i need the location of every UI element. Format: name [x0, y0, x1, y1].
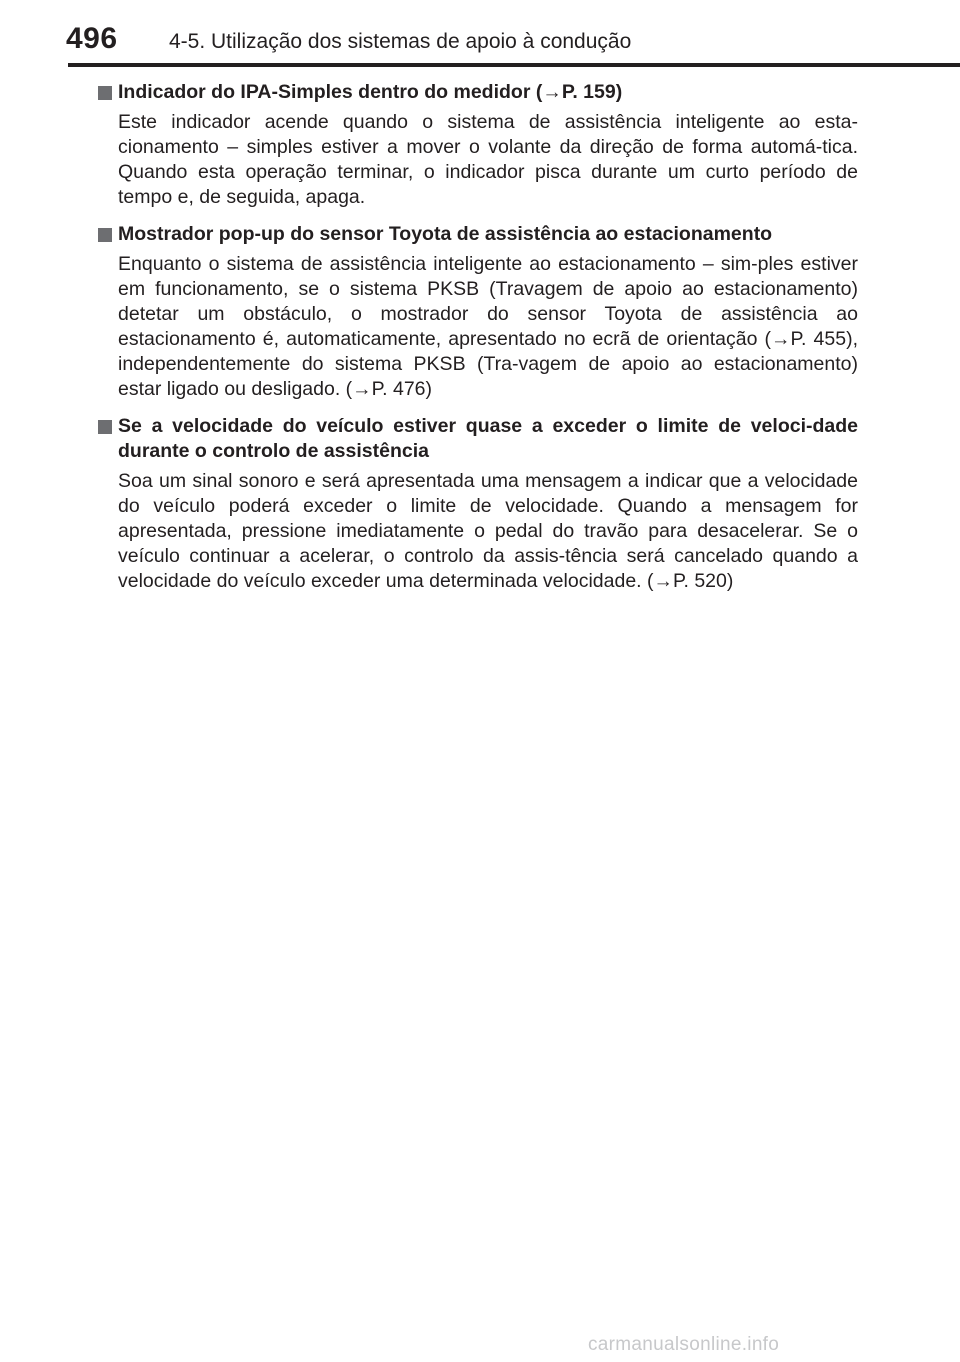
section-body: Este indicador acende quando o sistema de assistência inteligente ao esta-cionamento – simples estiver a mover o volante da direção de forma automá-tica. Quando esta operação terminar, o indicador pisca durante um curto período de tempo e, de seguida, apaga.: [118, 111, 858, 208]
section-speed-limit: [96, 414, 858, 594]
page-number: 496: [66, 22, 118, 55]
section-popup-display: [96, 222, 858, 402]
section-heading-text: Indicador do IPA-Simples dentro do medidor (→P. 159): [118, 81, 623, 103]
section-heading-text: Se a velocidade do veículo estiver quase a exceder o limite de veloci-dade durante o controlo de assistência: [118, 415, 858, 462]
square-bullet-icon: [98, 420, 112, 434]
chapter-title: 4-5. Utilização dos sistemas de apoio à condução: [169, 30, 632, 53]
page-header: [0, 0, 960, 70]
section-heading: [96, 80, 858, 105]
section-heading: [96, 222, 858, 247]
square-bullet-icon: [98, 86, 112, 100]
section-heading-text: Mostrador pop-up do sensor Toyota de assistência ao estacionamento: [118, 223, 773, 245]
watermark: carmanualsonline.info: [588, 1334, 780, 1355]
section-body: Soa um sinal sonoro e será apresentada uma mensagem a indicar que a velocidade do veículo poderá exceder o limite de velocidade. Quando a mensagem for apresentada, pressione imediatamente o pedal do travão para desacelerar. Se o veículo continuar a acelerar, o controlo da assis-tência será cancelado quando a velocidade do veículo exceder uma determinada velocidade. (→P. 520): [118, 470, 858, 592]
square-bullet-icon: [98, 228, 112, 242]
section-body: Enquanto o sistema de assistência inteligente ao estacionamento – sim-ples estiver em funcionamento, se o sistema PKSB (Travagem de apoio ao estacionamento) detetar um obstáculo, o mostrador do sensor Toyota de assistência ao estacionamento é, automaticamente, apresentado no ecrã de orientação (→P. 455), independentemente do sistema PKSB (Tra-vagem de apoio ao estacionamento) estar ligado ou desligado. (→P. 476): [118, 253, 858, 400]
page-content: [96, 80, 858, 606]
section-ipa-indicator: [96, 80, 858, 210]
section-heading: [96, 414, 858, 464]
header-divider: [68, 63, 960, 67]
